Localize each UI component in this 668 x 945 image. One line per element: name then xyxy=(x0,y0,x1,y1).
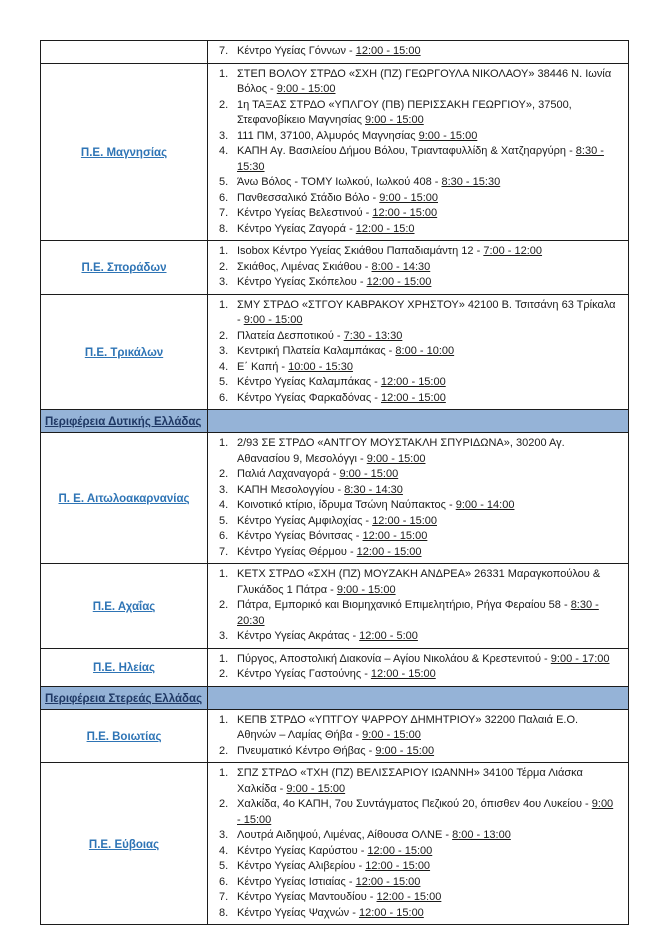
opening-hours: 9:00 - 15:00 xyxy=(375,744,435,757)
location-list-item xyxy=(208,329,622,345)
location-text xyxy=(237,797,622,828)
opening-hours: 12:00 - 15:00 xyxy=(376,891,442,903)
list-item-number: 2. xyxy=(219,329,229,342)
table-row xyxy=(41,564,629,649)
list-item-number: 4. xyxy=(219,844,229,857)
opening-hours: 8:30 - 14:30 xyxy=(344,483,403,496)
group-header-empty-cell xyxy=(208,410,629,433)
location-list-item xyxy=(208,744,622,760)
location-list-item xyxy=(208,344,622,360)
list-item-number: 4. xyxy=(219,499,229,511)
opening-hours: 9:00 - 15:00 xyxy=(418,129,478,142)
location-text xyxy=(237,436,622,467)
location-list-item xyxy=(208,129,622,145)
list-item-number: 2. xyxy=(219,668,229,680)
location-name: ΣΜΥ ΣΤΡΔΟ «ΣΤΓΟΥ ΚΑΒΡΑΚΟΥ ΧΡΗΣΤΟΥ» 42100 Β. Τσιτσάνη 63 Τρίκαλα - xyxy=(237,298,616,326)
location-name: Σκιάθος, Λιμένας Σκιάθου - xyxy=(237,260,372,273)
region-cell xyxy=(41,294,208,410)
location-list-item xyxy=(208,529,622,545)
location-name: Κέντρο Υγείας Καρύστου - xyxy=(237,844,368,857)
location-name: Κέντρο Υγείας Ψαχνών - xyxy=(237,906,359,919)
location-name: Κέντρο Υγείας Ζαγορά - xyxy=(237,222,356,235)
region-cell xyxy=(41,41,208,64)
opening-hours: 12:00 - 15:00 xyxy=(372,207,438,219)
location-list-item xyxy=(208,514,622,530)
location-text xyxy=(237,652,622,668)
locations-cell xyxy=(208,709,629,763)
location-text xyxy=(237,529,622,545)
location-text xyxy=(237,175,622,191)
location-name: Κέντρο Υγείας Φαρκαδόνας - xyxy=(237,391,381,404)
location-list-item xyxy=(208,667,622,683)
list-item-number: 3. xyxy=(219,129,229,142)
schedule-table-body xyxy=(41,41,629,925)
group-header-empty-cell xyxy=(208,686,629,709)
location-list-item xyxy=(208,844,622,860)
opening-hours: 7:30 - 13:30 xyxy=(343,329,403,342)
list-item-number: 1. xyxy=(219,245,229,257)
opening-hours: 9:00 - 15:00 xyxy=(362,729,421,741)
location-name: Ε΄ Καπή - xyxy=(237,360,289,373)
location-text xyxy=(237,206,622,222)
list-item-number: 1. xyxy=(219,437,229,449)
opening-hours: 12:00 - 15:00 xyxy=(365,860,431,872)
location-text xyxy=(237,298,622,329)
list-item-number: 6. xyxy=(219,875,229,888)
location-name: Πλατεία Δεσποτικού - xyxy=(237,329,344,342)
opening-hours: 9:00 - 14:00 xyxy=(455,499,515,511)
locations-cell xyxy=(208,433,629,564)
location-name: Πνευματικό Κέντρο Θήβας - xyxy=(237,744,376,757)
location-text xyxy=(237,329,622,345)
list-item-number: 1. xyxy=(219,713,229,726)
location-name: Κέντρο Υγείας Γαστούνης - xyxy=(237,668,371,680)
list-item-number: 7. xyxy=(219,891,229,903)
location-name: Κέντρο Υγείας Βόνιτσας - xyxy=(237,530,363,542)
list-item-number: 2. xyxy=(219,599,229,611)
location-list-item xyxy=(208,890,622,906)
location-text xyxy=(237,567,622,598)
list-item-number: 5. xyxy=(219,514,229,527)
location-text xyxy=(237,498,622,514)
location-name: Κέντρο Υγείας Μαντουδίου - xyxy=(237,891,377,903)
location-text xyxy=(237,360,622,376)
opening-hours: 7:00 - 12:00 xyxy=(483,245,543,257)
location-list-item xyxy=(208,567,622,598)
locations-cell xyxy=(208,648,629,686)
location-name: ΣΠΖ ΣΤΡΔΟ «ΤΧΗ (ΠΖ) ΒΕΛΙΣΣΑΡΙΟΥ ΙΩΑΝΝΗ» 34100 Τέρμα Λιάσκα Χαλκίδα - xyxy=(237,767,583,795)
region-cell xyxy=(41,709,208,763)
location-list-item xyxy=(208,206,622,222)
location-list-item xyxy=(208,175,622,191)
location-text xyxy=(237,98,622,129)
group-header-label: Περιφέρεια Δυτικής Ελλάδας xyxy=(45,416,202,428)
location-text xyxy=(237,906,622,922)
location-list-item xyxy=(208,629,622,645)
list-item-number: 2. xyxy=(219,260,229,273)
table-row xyxy=(41,41,629,64)
list-item-number: 8. xyxy=(219,906,229,919)
group-header-cell xyxy=(41,410,208,433)
location-list-item xyxy=(208,652,622,668)
location-text xyxy=(237,222,622,238)
table-row xyxy=(41,763,629,925)
location-name: Λουτρά Αιδηψού, Λιμένας, Αίθουσα ΟΛΝΕ - xyxy=(237,829,453,841)
list-item-number: 8. xyxy=(219,222,229,235)
location-name: ΚΕΠΒ ΣΤΡΔΟ «ΥΠΤΓΟΥ ΨΑΡΡΟΥ ΔΗΜΗΤΡΙΟΥ» 32200 Παλαιά Ε.Ο. Αθηνών – Λαμίας Θήβα - xyxy=(237,713,579,741)
location-list-item xyxy=(208,766,622,797)
location-text xyxy=(237,514,622,530)
location-name: Κέντρο Υγείας Γόννων - xyxy=(237,45,356,57)
region-cell xyxy=(41,433,208,564)
region-cell xyxy=(41,564,208,649)
location-text xyxy=(237,44,622,60)
location-list-item xyxy=(208,244,622,260)
location-text xyxy=(237,713,622,744)
location-text xyxy=(237,598,622,629)
location-text xyxy=(237,483,622,499)
location-text xyxy=(237,467,622,483)
list-item-number: 1. xyxy=(219,652,229,665)
region-group-header-row xyxy=(41,686,629,709)
location-name: Πανθεσσαλικό Στάδιο Βόλο - xyxy=(237,191,380,204)
region-label: Π.Ε. Τρικάλων xyxy=(84,346,164,359)
location-name: 1η ΤΑΞΑΣ ΣΤΡΔΟ «ΥΠΛΓΟΥ (ΠΒ) ΠΕΡΙΣΣΑΚΗ ΓΕΩΡΓΙΟΥ», 37500, Στεφανοβίκειο Μαγνησίας xyxy=(237,98,572,126)
opening-hours: 8:00 - 14:30 xyxy=(371,260,431,273)
list-item-number: 6. xyxy=(219,391,229,404)
list-item-number: 3. xyxy=(219,345,229,357)
list-item-number: 2. xyxy=(219,468,229,480)
list-item-number: 2. xyxy=(219,98,229,111)
location-name: Κέντρο Υγείας Ιστιαίας - xyxy=(237,875,356,888)
location-name: ΚΕΤΧ ΣΤΡΔΟ «ΣΧΗ (ΠΖ) ΜΟΥΖΑΚΗ ΑΝΔΡΕΑ» 26331 Μαραγκοπούλου & Γλυκάδος 1 Πάτρα - xyxy=(237,568,601,596)
location-text xyxy=(237,67,622,98)
locations-cell xyxy=(208,241,629,295)
list-item-number: 6. xyxy=(219,530,229,542)
list-item-number: 2. xyxy=(219,744,229,757)
location-list-item xyxy=(208,906,622,922)
opening-hours: 12:00 - 15:00 xyxy=(356,545,422,558)
location-list-item xyxy=(208,859,622,875)
list-item-number: 5. xyxy=(219,860,229,872)
opening-hours: 9:00 - 15:00 xyxy=(237,798,614,826)
location-name: Κέντρο Υγείας Ακράτας - xyxy=(237,630,360,642)
location-list-item xyxy=(208,191,622,207)
list-item-number: 7. xyxy=(219,207,229,219)
location-text xyxy=(237,375,622,391)
list-item-number: 5. xyxy=(219,176,229,188)
location-text xyxy=(237,191,622,207)
list-item-number: 3. xyxy=(219,276,229,288)
opening-hours: 9:00 - 15:00 xyxy=(366,452,426,465)
region-cell xyxy=(41,241,208,295)
location-list-item xyxy=(208,436,622,467)
opening-hours: 8:30 - 15:30 xyxy=(237,145,604,173)
location-list-item xyxy=(208,98,622,129)
location-list-item xyxy=(208,44,622,60)
location-name: Πάτρα, Εμπορικό και Βιομηχανικό Επιμελητήριο, Ρήγα Φεραίου 58 - xyxy=(237,599,571,611)
list-item-number: 7. xyxy=(219,545,229,558)
location-text xyxy=(237,844,622,860)
location-list-item xyxy=(208,797,622,828)
list-item-number: 4. xyxy=(219,145,229,157)
list-item-number: 6. xyxy=(219,191,229,204)
list-item-number: 1. xyxy=(219,568,229,580)
opening-hours: 12:00 - 15:00 xyxy=(381,391,446,404)
location-text xyxy=(237,344,622,360)
list-item-number: 1. xyxy=(219,67,229,80)
location-text xyxy=(237,667,622,683)
opening-hours: 10:00 - 15:30 xyxy=(288,360,353,373)
location-name: Κέντρο Υγείας Καλαμπάκας - xyxy=(237,376,381,388)
list-item-number: 3. xyxy=(219,829,229,841)
opening-hours: 12:00 - 15:00 xyxy=(370,668,436,680)
opening-hours: 9:00 - 15:00 xyxy=(379,191,438,204)
opening-hours: 12:00 - 15:00 xyxy=(366,276,432,288)
opening-hours: 8:30 - 20:30 xyxy=(237,599,599,627)
opening-hours: 12:00 - 15:00 xyxy=(372,514,437,527)
region-cell xyxy=(41,648,208,686)
region-cell xyxy=(41,63,208,241)
location-list-item xyxy=(208,713,622,744)
list-item-number: 1. xyxy=(219,298,229,311)
opening-hours: 9:00 - 15:00 xyxy=(339,468,399,480)
table-row xyxy=(41,294,629,410)
opening-hours: 8:30 - 15:30 xyxy=(441,176,501,188)
region-label: Π.Ε. Βοιωτίας xyxy=(86,730,162,743)
location-name: ΚΑΠΗ Αγ. Βασιλείου Δήμου Βόλου, Τριανταφυλλίδη & Χατζηαργύρη - xyxy=(237,145,576,157)
location-list-item xyxy=(208,67,622,98)
list-item-number: 3. xyxy=(219,483,229,496)
location-name: ΚΑΠΗ Μεσολογγίου - xyxy=(237,483,345,496)
region-group-header-row xyxy=(41,410,629,433)
opening-hours: 12:00 - 15:00 xyxy=(355,45,421,57)
location-name: Κέντρο Υγείας Αλιβερίου - xyxy=(237,860,366,872)
location-text xyxy=(237,744,622,760)
opening-hours: 8:00 - 10:00 xyxy=(395,345,455,357)
location-text xyxy=(237,129,622,145)
location-list-item xyxy=(208,598,622,629)
location-text xyxy=(237,875,622,891)
location-list-item xyxy=(208,498,622,514)
locations-cell xyxy=(208,763,629,925)
list-item-number: 5. xyxy=(219,376,229,388)
list-item-number: 2. xyxy=(219,798,229,810)
region-label: Π.Ε. Αχαΐας xyxy=(92,600,156,613)
list-item-number: 3. xyxy=(219,630,229,642)
group-header-cell xyxy=(41,686,208,709)
location-text xyxy=(237,859,622,875)
location-name: Κεντρική Πλατεία Καλαμπάκας - xyxy=(237,345,396,357)
location-list-item xyxy=(208,467,622,483)
region-label: Π. Ε. Αιτωλοακαρνανίας xyxy=(58,493,190,505)
location-text xyxy=(237,260,622,276)
location-text xyxy=(237,766,622,797)
location-name: Κέντρο Υγείας Αμφιλοχίας - xyxy=(237,514,373,527)
group-header-label: Περιφέρεια Στερεάς Ελλάδας xyxy=(45,692,203,705)
location-name: 2/93 ΣΕ ΣΤΡΔΟ «ΑΝΤΓΟΥ ΜΟΥΣΤΑΚΛΗ ΣΠΥΡΙΔΩΝΑ», 30200 Αγ. Αθανασίου 9, Μεσολόγγι - xyxy=(237,437,565,465)
list-item-number: 4. xyxy=(219,360,229,373)
table-row xyxy=(41,648,629,686)
region-cell xyxy=(41,763,208,925)
opening-hours: 9:00 - 15:00 xyxy=(276,83,336,95)
locations-cell xyxy=(208,564,629,649)
location-list-item xyxy=(208,545,622,561)
location-name: Άνω Βόλος - ΤΟΜΥ Ιωλκού, Ιωλκού 408 - xyxy=(237,176,442,188)
location-list-item xyxy=(208,875,622,891)
location-text xyxy=(237,244,622,260)
location-text xyxy=(237,890,622,906)
health-centers-schedule-table xyxy=(40,40,629,925)
location-name: Παλιά Λαχαναγορά - xyxy=(237,468,340,480)
location-list-item xyxy=(208,144,622,175)
location-text xyxy=(237,545,622,561)
location-name: Χαλκίδα, 4ο ΚΑΠΗ, 7ου Συντάγματος Πεζικού 20, όπισθεν 4ου Λυκείου - xyxy=(237,798,592,810)
opening-hours: 12:00 - 15:00 xyxy=(358,906,424,919)
location-name: ΣΤΕΠ ΒΟΛΟΥ ΣΤΡΔΟ «ΣΧΗ (ΠΖ) ΓΕΩΡΓΟΥΛΑ ΝΙΚΟΛΑΟΥ» 38446 Ν. Ιωνία Βόλος - xyxy=(237,67,612,95)
location-text xyxy=(237,391,622,407)
opening-hours: 12:00 - 15:00 xyxy=(380,376,446,388)
location-list-item xyxy=(208,391,622,407)
location-name: Κοινοτικό κτίριο, ίδρυμα Τσώνη Ναύπακτος - xyxy=(237,499,456,511)
locations-cell xyxy=(208,41,629,64)
location-list-item xyxy=(208,375,622,391)
locations-cell xyxy=(208,63,629,241)
opening-hours: 9:00 - 15:00 xyxy=(365,114,424,126)
location-list-item xyxy=(208,828,622,844)
location-name: Πύργος, Αποστολική Διακονία – Αγίου Νικολάου & Κρεστενιτού - xyxy=(237,652,551,665)
table-row xyxy=(41,63,629,241)
location-name: Κέντρο Υγείας Σκόπελου - xyxy=(237,276,367,288)
location-text xyxy=(237,275,622,291)
opening-hours: 12:00 - 15:00 xyxy=(355,875,421,888)
opening-hours: 12:00 - 5:00 xyxy=(359,630,418,642)
location-name: 111 ΠΜ, 37100, Αλμυρός Μαγνησίας xyxy=(237,129,419,142)
opening-hours: 9:00 - 15:00 xyxy=(243,314,303,326)
opening-hours: 9:00 - 15:00 xyxy=(336,583,396,596)
table-row xyxy=(41,709,629,763)
location-list-item xyxy=(208,298,622,329)
region-label: Π.Ε. Μαγνησίας xyxy=(80,146,168,159)
location-name: Κέντρο Υγείας Βελεστινού - xyxy=(237,207,373,219)
region-label: Π.Ε. Ηλείας xyxy=(93,662,155,674)
location-text xyxy=(237,828,622,844)
opening-hours: 12:00 - 15:00 xyxy=(362,530,428,542)
table-row xyxy=(41,433,629,564)
opening-hours: 8:00 - 13:00 xyxy=(452,829,511,841)
locations-cell xyxy=(208,294,629,410)
location-list-item xyxy=(208,360,622,376)
list-item-number: 7. xyxy=(219,45,229,57)
opening-hours: 9:00 - 15:00 xyxy=(286,782,346,795)
list-item-number: 1. xyxy=(219,767,229,779)
region-label: Π.Ε. Εύβοιας xyxy=(88,838,160,851)
table-row xyxy=(41,241,629,295)
location-list-item xyxy=(208,275,622,291)
location-list-item xyxy=(208,260,622,276)
opening-hours: 9:00 - 17:00 xyxy=(550,652,610,665)
location-name: Isobox Κέντρο Υγείας Σκιάθου Παπαδιαμάντη 12 - xyxy=(237,245,484,257)
location-text xyxy=(237,144,622,175)
location-text xyxy=(237,629,622,645)
location-list-item xyxy=(208,483,622,499)
opening-hours: 12:00 - 15:00 xyxy=(367,844,433,857)
opening-hours: 12:00 - 15:0 xyxy=(355,222,415,235)
region-label: Π.Ε. Σποράδων xyxy=(81,262,167,275)
location-list-item xyxy=(208,222,622,238)
location-name: Κέντρο Υγείας Θέρμου - xyxy=(237,545,357,558)
